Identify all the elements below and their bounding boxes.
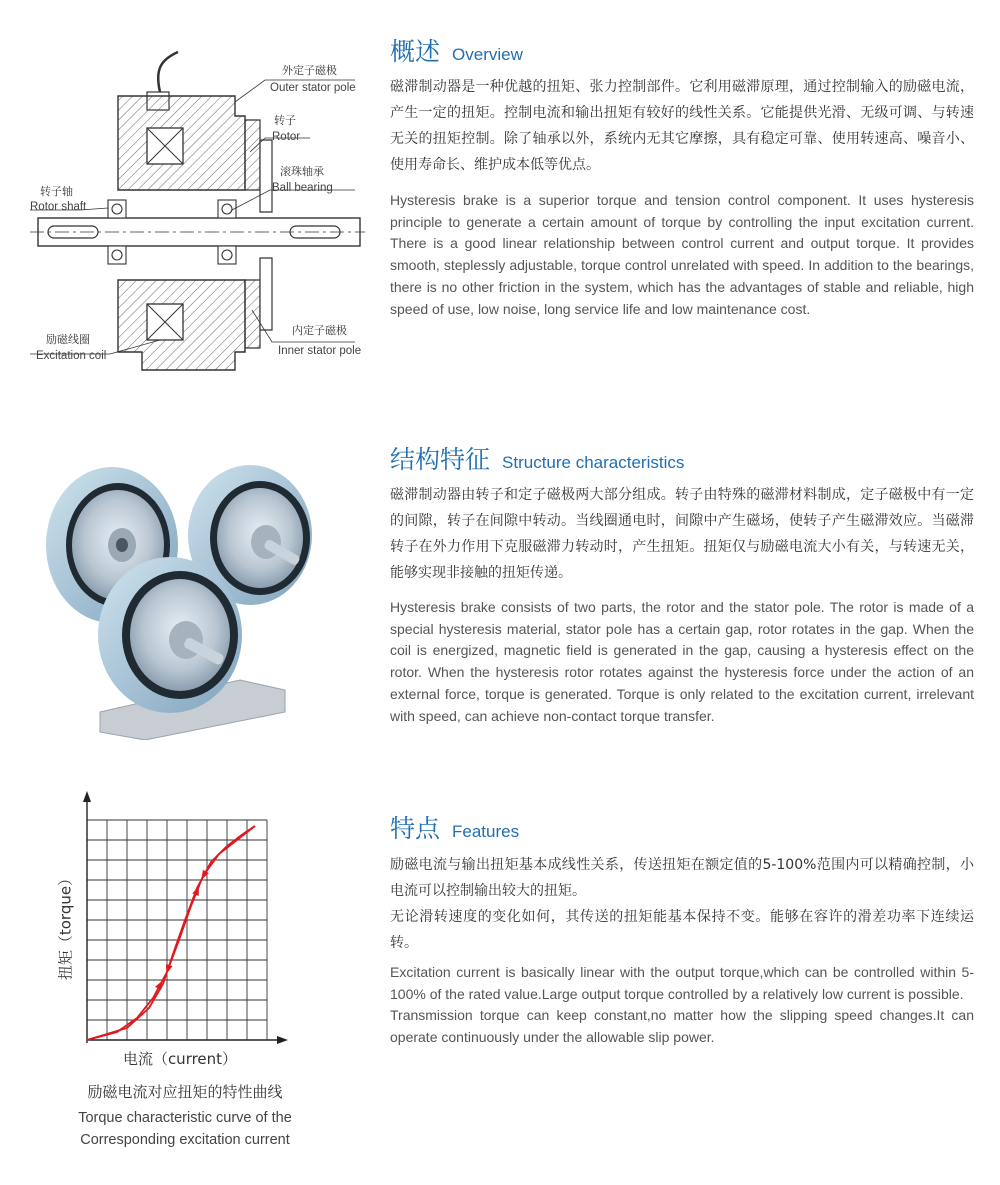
label-ball-bearing-cn: 滚珠轴承	[280, 165, 324, 178]
structure-body-en-text: Hysteresis brake consists of two parts, the rotor and the stator pole. The rotor is made of a special hysteresis material, stator pole has a certain gap, rotor rotates in the gap. When the coil is energized, magnetic field is generated in the gap, causing a hysteresis effect on the rotor. When the hysteresis rotor rotates against the hysteresis force under the action of an external force, torque is generated. Torque is only related to the excitation current, irrelevant with speed, can achieve non-contact torque transfer.	[390, 599, 974, 724]
chart-grid	[87, 820, 267, 1040]
overview-body-en	[390, 190, 974, 320]
chart-series	[87, 826, 255, 1040]
brake-unit-front	[98, 557, 242, 713]
y-axis-label: 扭矩（torque）	[56, 870, 75, 981]
label-rotor-en: Rotor	[272, 131, 301, 143]
structure-body-cn	[390, 482, 974, 586]
features-body-en	[390, 962, 974, 1049]
product-photo	[40, 450, 340, 740]
hysteresis-curve-descending	[87, 826, 255, 1040]
features-body-cn-2: 无论滑转速度的变化如何，其传送的扭矩能基本保持不变。能够在容许的滑差功率下连续运转。	[390, 909, 974, 951]
label-rotor-shaft-en: Rotor shaft	[30, 201, 87, 213]
y-axis-label-box	[40, 870, 90, 985]
structure-body-en	[390, 597, 974, 727]
chart-caption-en	[40, 1107, 330, 1151]
features-body-cn-1: 励磁电流与输出扭矩基本成线性关系，传送扭矩在额定值的5-100%范围内可以精确控制，小电流可以控制输出较大的扭矩。	[390, 857, 974, 899]
structure-body-cn-text: 磁滞制动器由转子和定子磁极两大部分组成。转子由特殊的磁滞材料制成，定子磁极中有一定的间隙，转子在间隙中转动。当线圈通电时，间隙中产生磁场，使转子产生磁滞效应。当磁滞转子在外力作用下克服磁滞力转动时，产生扭矩。扭矩仅与励磁电流大小有关，与转速无关，能够实现非接触的扭矩传递。	[390, 487, 974, 581]
curve-direction-arrow	[163, 964, 172, 975]
overview-heading	[390, 32, 523, 68]
features-title-cn: 特点	[390, 814, 441, 843]
label-rotor-shaft-cn: 转子轴	[40, 185, 73, 198]
structure-title-cn: 结构特征	[390, 445, 491, 474]
cable	[158, 52, 178, 92]
hysteresis-curve-ascending	[87, 826, 255, 1040]
chart-caption-en-line1: Torque characteristic curve of the	[78, 1110, 292, 1126]
x-axis-label: 电流（current）	[122, 1050, 238, 1068]
x-axis-arrow	[277, 1036, 288, 1044]
structure-heading	[390, 440, 684, 476]
features-body-en-2: Transmission torque can keep constant,no matter how the slipping speed changes.It can operate continuously under the allowable slip power.	[390, 1007, 974, 1046]
label-outer-stator-cn: 外定子磁极	[282, 64, 337, 77]
features-heading	[390, 809, 519, 845]
chart-caption-cn: 励磁电流对应扭矩的特性曲线	[87, 1083, 283, 1101]
overview-title-cn: 概述	[390, 37, 441, 66]
chart-caption-en-line2: Corresponding excitation current	[80, 1132, 290, 1148]
overview-body-en-text: Hysteresis brake is a superior torque and tension control component. It uses hysteresis principle to generate a certain amount of torque by controlling the input excitation current. There is a good linear relationship between control current and output torque. It provides smooth, steplessly adjustable, torque control unrelated with speed. In addition to the bearings, there is no other friction in the system, which has the advantages of stable and reliable, high speed of use, low noise, long service life and low maintenance cost.	[390, 192, 974, 317]
features-body-en-1: Excitation current is basically linear with the output torque,which can be controlled within 5-100% of the rated value.Large output torque controlled by a relatively low current is possible.	[390, 964, 974, 1002]
label-outer-stator-en: Outer stator pole	[270, 82, 356, 94]
y-axis-arrow	[83, 791, 91, 802]
overview-title-en: Overview	[452, 45, 523, 64]
label-inner-stator-en: Inner stator pole	[278, 345, 362, 357]
overview-body-cn	[390, 74, 974, 178]
structure-title-en: Structure characteristics	[502, 453, 685, 472]
features-body-cn	[390, 852, 974, 956]
label-ball-bearing-en: Ball bearing	[272, 182, 333, 194]
label-excitation-coil-en: Excitation coil	[36, 350, 107, 362]
label-inner-stator-cn: 内定子磁极	[292, 324, 347, 337]
label-excitation-coil-cn: 励磁线圈	[46, 333, 90, 346]
overview-body-cn-text: 磁滞制动器是一种优越的扭矩、张力控制部件。它利用磁滞原理，通过控制输入的励磁电流，产生一定的扭矩。控制电流和输出扭矩有较好的线性关系。它能提供光滑、无级可调、与转速无关的扭矩控制。除了轴承以外，系统内无其它摩擦，具有稳定可靠、使用转速高、噪音小、使用寿命长、维护成本低等优点。	[390, 79, 974, 173]
label-rotor-cn: 转子	[274, 114, 296, 127]
features-title-en: Features	[452, 822, 520, 841]
